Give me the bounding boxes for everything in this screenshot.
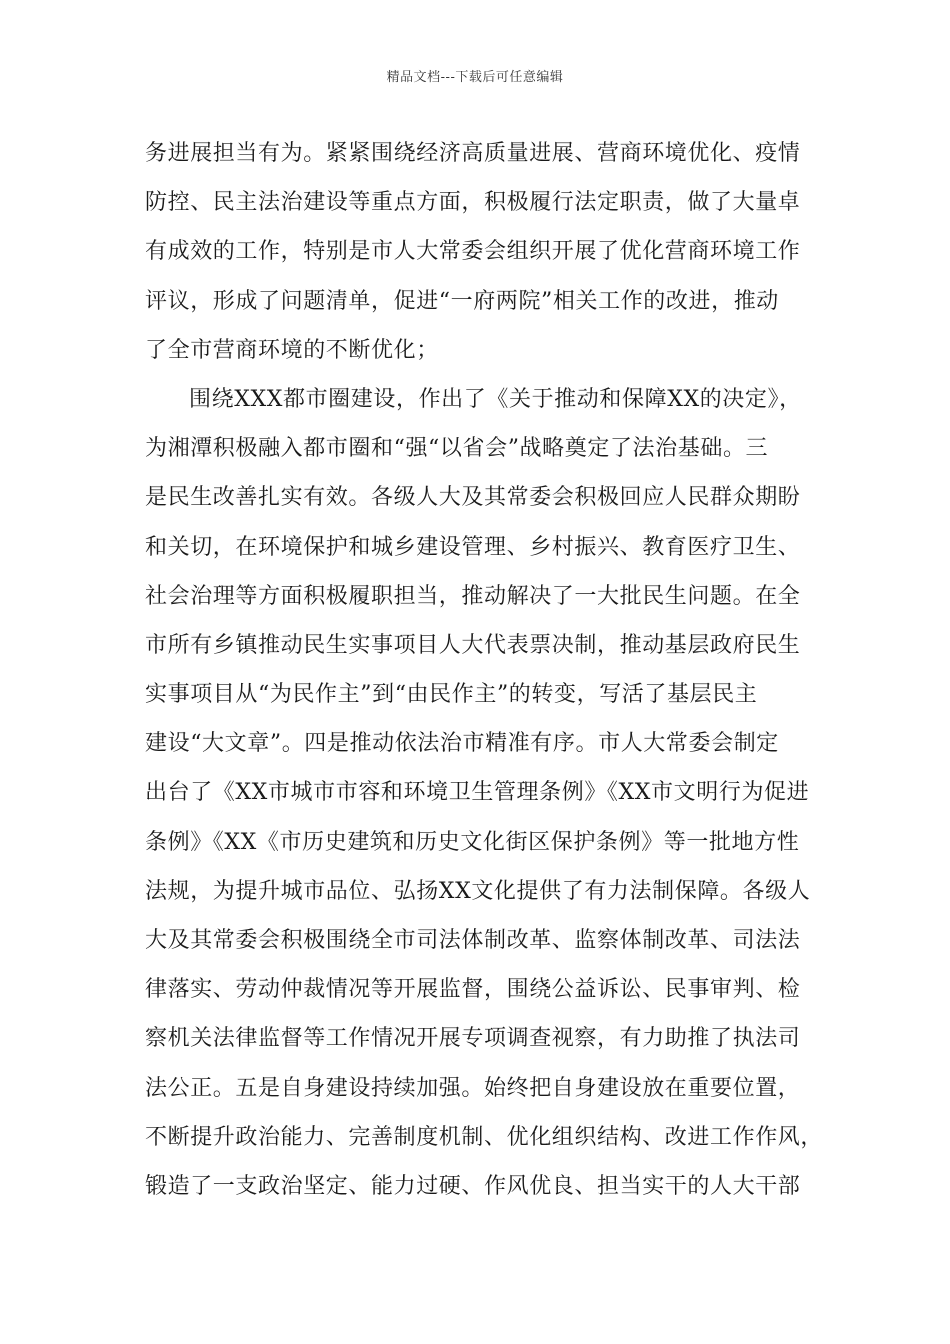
page-header: 精品文档---下载后可任意编辑 (386, 70, 564, 85)
text-line: 实事项目从“为民作主”到“由民作主”的转变，写活了基层民主 (145, 682, 758, 708)
text-line: 评议，形成了问题清单，促进“一府两院”相关工作的改进，推动 (145, 288, 779, 314)
text-line: 锻造了一支政治坚定、能力过硬、作风优良、担当实干的人大干部 (145, 1173, 801, 1199)
text-line: 是民生改善扎实有效。各级人大及其常委会积极回应人民群众期盼 (145, 485, 801, 511)
text-line: 法公正。五是自身建设持续加强。始终把自身建设放在重要位置， (145, 1075, 801, 1101)
document-body (145, 134, 825, 1216)
text-line: 建设“大文章”。四是推动依法治市精准有序。市人大常委会制定 (145, 731, 779, 757)
text-line: 有成效的工作，特别是市人大常委会组织开展了优化营商环境工作 (145, 239, 801, 265)
text-line: 不断提升政治能力、完善制度机制、优化组织结构、改进工作作风， (145, 1124, 824, 1150)
text-line: 市所有乡镇推动民生实事项目人大代表票决制，推动基层政府民生 (145, 632, 801, 658)
text-line: 和关切，在环境保护和城乡建设管理、乡村振兴、教育医疗卫生、 (145, 534, 801, 560)
text-line: 务进展担当有为。紧紧围绕经济高质量进展、营商环境优化、疫情 (145, 141, 801, 166)
text-line: 律落实、劳动仲裁情况等开展监督，围绕公益诉讼、民事审判、检 (145, 977, 801, 1003)
text-line: 法规，为提升城市品位、弘扬XX文化提供了有力法制保障。各级人 (145, 878, 811, 904)
text-line: 出台了《XX市城市市容和环境卫生管理条例》《XX市文明行为促进 (145, 780, 810, 806)
text-line: 为湘潭积极融入都市圈和“强“以省会”战略奠定了法治基础。三 (145, 436, 769, 462)
paragraph-first-line: 围绕XXX都市圈建设，作出了《关于推动和保障XX的决定》， (189, 386, 802, 412)
text-line: 了全市营商环境的不断优化； (145, 337, 439, 363)
text-line: 防控、民主法治建设等重点方面，积极履行法定职责，做了大量卓 (145, 190, 801, 216)
text-line: 大及其常委会积极围绕全市司法体制改革、监察体制改革、司法法 (145, 928, 801, 953)
text-line: 社会治理等方面积极履职担当，推动解决了一大批民生问题。在全 (145, 583, 801, 609)
text-line: 察机关法律监督等工作情况开展专项调查视察，有力助推了执法司 (145, 1026, 801, 1052)
text-line: 条例》《XX《市历史建筑和历史文化街区保护条例》等一批地方性 (145, 829, 800, 855)
